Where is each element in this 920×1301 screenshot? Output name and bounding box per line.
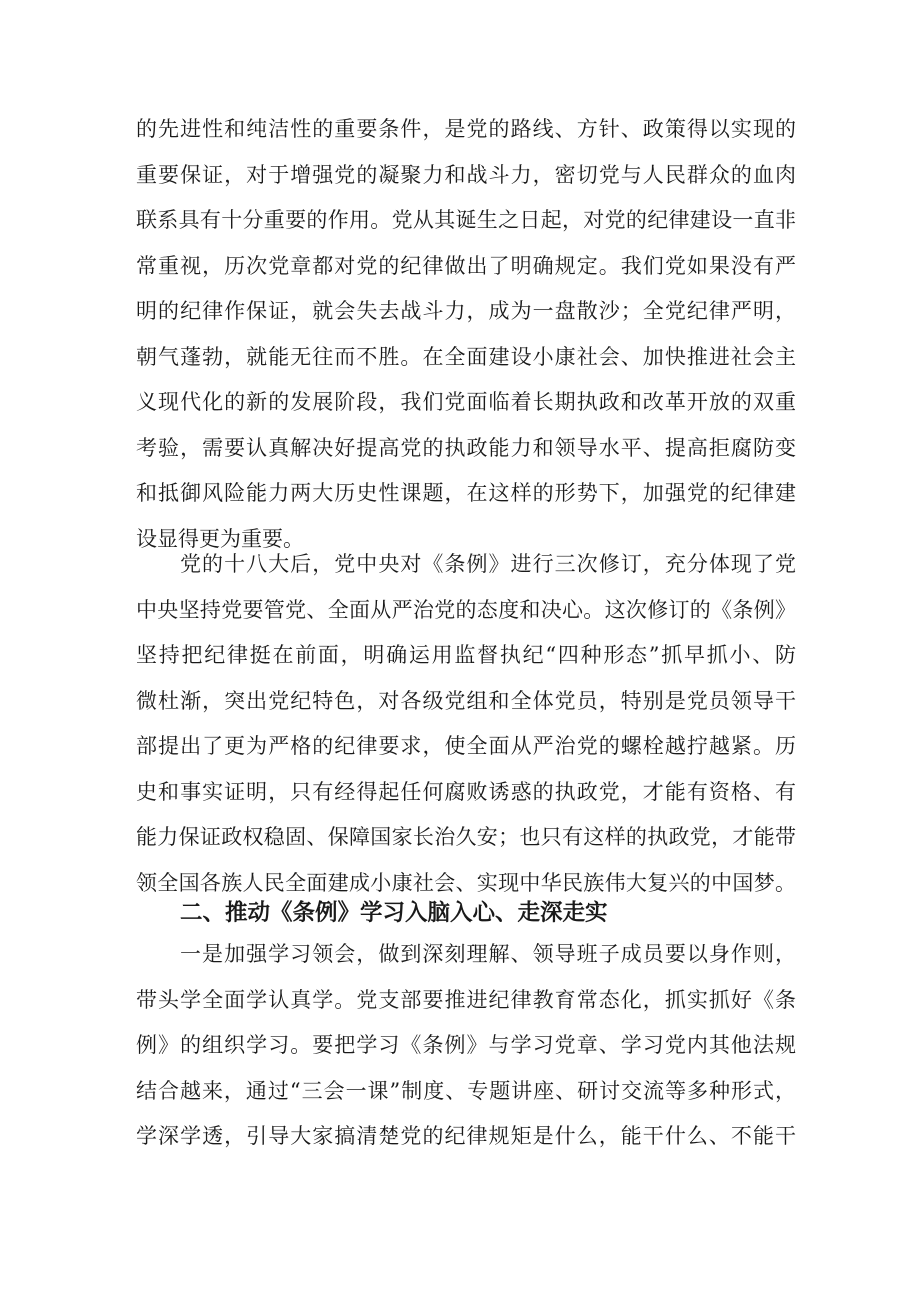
paragraph-line: 朝气蓬勃，就能无往而不胜。在全面建设小康社会、加快推进社会主 [136, 344, 796, 369]
paragraph-3 [136, 932, 796, 1160]
paragraph-line: 一是加强学习领会，做到深刻理解、领导班子成员要以身作则， [180, 942, 796, 966]
paragraph-line: 部提出了更为严格的纪律要求，使全面从严治党的螺栓越拧越紧。历 [136, 734, 796, 758]
paragraph-line: 领全国各族人民全面建成小康社会、实现中华民族伟大复兴的中国梦。 [136, 870, 796, 895]
paragraph-line: 的先进性和纯洁性的重要条件，是党的路线、方针、政策得以实现的 [136, 117, 796, 141]
paragraph-line: 坚持把纪律挺在前面，明确运用监督执纪“四种形态”抓早抓小、防 [136, 643, 796, 667]
paragraph-line: 史和事实证明，只有经得起任何腐败诱惑的执政党，才能有资格、有 [136, 779, 796, 804]
paragraph-line: 重要保证，对于增强党的凝聚力和战斗力，密切党与人民群众的血肉 [136, 162, 796, 187]
paragraph-line: 设显得更为重要。 [136, 526, 304, 551]
paragraph-line: 义现代化的新的发展阶段，我们党面临着长期执政和改革开放的双重 [136, 390, 796, 414]
paragraph-line: 常重视，历次党章都对党的纪律做出了明确规定。我们党如果没有严 [136, 253, 796, 278]
paragraph-2 [136, 542, 796, 906]
paragraph-line: 明的纪律作保证，就会失去战斗力，成为一盘散沙；全党纪律严明， [136, 299, 796, 323]
paragraph-line: 和抵御风险能力两大历史性课题，在这样的形势下，加强党的纪律建 [136, 481, 796, 505]
paragraph-line: 中央坚持党要管党、全面从严治党的态度和决心。这次修订的《条例》 [136, 597, 796, 622]
paragraph-line: 联系具有十分重要的作用。党从其诞生之日起，对党的纪律建设一直非 [136, 208, 796, 232]
section-heading: 二、推动《条例》学习入脑入心、走深走实 [180, 900, 608, 926]
paragraph-line: 例》的组织学习。要把学习《条例》与学习党章、学习党内其他法规 [136, 1033, 796, 1057]
paragraph-line: 考验，需要认真解决好提高党的执政能力和领导水平、提高拒腐防变 [136, 435, 796, 460]
paragraph-line: 结合越来，通过“三会一课”制度、专题讲座、研讨交流等多种形式， [136, 1078, 796, 1103]
paragraph-line: 学深学透，引导大家搞清楚党的纪律规矩是什么，能干什么、不能干 [136, 1124, 796, 1148]
paragraph-1 [136, 107, 796, 562]
paragraph-line: 能力保证政权稳固、保障国家长治久安；也只有这样的执政党，才能带 [136, 825, 796, 849]
paragraph-line: 带头学全面学认真学。党支部要推进纪律教育常态化，抓实抓好《条 [136, 987, 796, 1012]
paragraph-line: 微杜渐，突出党纪特色，对各级党组和全体党员，特别是党员领导干 [136, 688, 796, 713]
paragraph-line: 党的十八大后，党中央对《条例》进行三次修订，充分体现了党 [180, 552, 796, 576]
